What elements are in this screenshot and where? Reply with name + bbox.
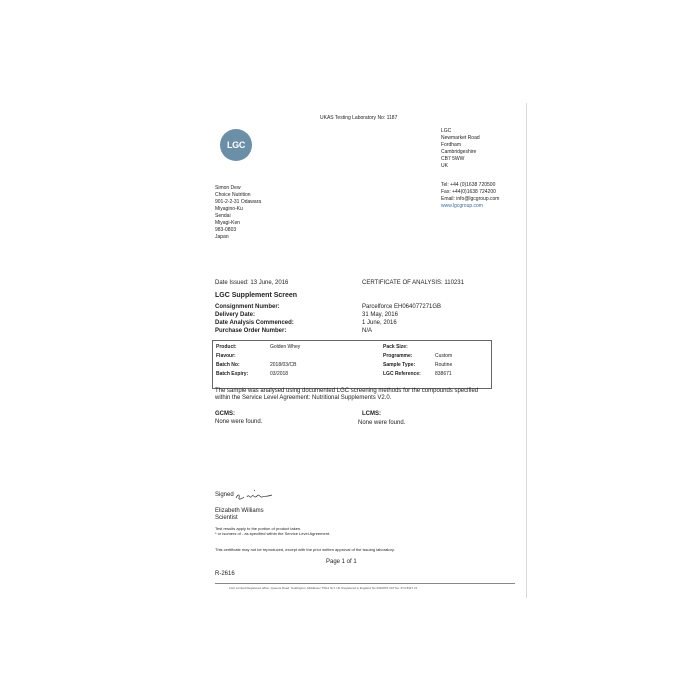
detail-label: Date Analysis Commenced: — [215, 320, 294, 326]
details-values — [362, 303, 441, 335]
lab-contact — [441, 182, 499, 210]
lab-header: UKAS Testing Laboratory No: 1187 — [320, 115, 398, 121]
lab-address — [441, 128, 480, 170]
lab-address-line: CB7 5WW — [441, 156, 465, 162]
batch-no-value: 2018/03/CB — [270, 362, 297, 368]
sample-type-value: Routine — [435, 362, 453, 368]
screen-title: LGC Supplement Screen — [215, 292, 298, 299]
detail-value: N/A — [362, 328, 373, 334]
programme-label: Programme: — [383, 353, 413, 359]
detail-label: Purchase Order Number: — [215, 328, 287, 334]
programme-value: Custom — [435, 353, 453, 359]
form-code: R-2616 — [215, 571, 235, 577]
gcms-result: None were found. — [215, 419, 263, 425]
pack-size-value — [435, 343, 452, 352]
signatory-title: Scientist — [215, 515, 238, 521]
product-value: Golden Whey — [270, 344, 301, 350]
reproduction-note: This certificate may not be reproduced, except with the prior written approval of the issuing laboratory. — [215, 547, 395, 552]
lab-website-link[interactable]: www.lgcgroup.com — [441, 203, 483, 209]
lab-email: Email: info@lgcgroup.com — [441, 196, 500, 202]
flavour-value — [270, 352, 300, 361]
customer-address-line: Miyagino-Ku — [215, 206, 243, 212]
batch-no-label: Batch No: — [216, 362, 240, 368]
detail-label: Delivery Date: — [215, 312, 256, 318]
certificate-page — [174, 103, 527, 598]
detail-value: 1 June, 2016 — [362, 320, 397, 326]
lgc-logo: LGC — [220, 129, 252, 161]
lab-address-line: Fordham — [441, 142, 462, 148]
lab-tel: Tel: +44 (0)1638 720500 — [441, 182, 496, 188]
product-box — [212, 340, 492, 389]
footer-divider — [215, 583, 515, 584]
product-left-labels — [216, 343, 248, 379]
customer-address-line: Japan — [215, 234, 229, 240]
customer-address — [215, 185, 261, 241]
details-labels — [215, 303, 294, 335]
lcms-result: None were found. — [358, 420, 406, 426]
customer-address-line: 983-0803 — [215, 227, 237, 233]
product-right-labels — [383, 343, 421, 379]
lab-address-line: Newmarket Road — [441, 135, 480, 141]
batch-expiry-label: Batch Expiry: — [216, 371, 249, 377]
lab-address-line: UK — [441, 163, 448, 169]
lab-address-line: Cambridgeshire — [441, 149, 477, 155]
signed-label: Signed — [215, 492, 234, 498]
product-label: Product: — [216, 344, 237, 350]
date-issued: Date Issued: 13 June, 2016 — [215, 280, 289, 286]
note-2: * or isomers of - as specified within the Service Level Agreement. — [215, 531, 331, 536]
detail-value: 31 May, 2016 — [362, 312, 398, 318]
signature-image — [234, 488, 274, 502]
pack-size-label: Pack Size: — [383, 344, 408, 350]
lgc-reference-value: 838671 — [435, 371, 452, 377]
analysis-text-2: within the Service Level Agreement: Nutritional Supplements V2.0. — [215, 395, 392, 401]
footer-registration: LGC Limited Registered office: Queens Road, Teddington, Middlesex TW11 0LY, UK Registered in England No 2991879 VAT No. 674 8347 21 — [229, 586, 418, 590]
lgc-reference-label: LGC Reference: — [383, 371, 421, 377]
lab-address-line: LGC — [441, 128, 452, 134]
analysis-text-1: The sample was analysed using documented LGC screening methods for the compounds specified — [215, 388, 479, 394]
certificate-number: CERTIFICATE OF ANALYSIS: 110231 — [362, 280, 464, 286]
batch-expiry-value: 03/2018 — [270, 371, 289, 377]
customer-address-line: Choice Nutrition — [215, 192, 251, 198]
product-left-values — [270, 343, 300, 379]
customer-address-line: Sendai — [215, 213, 231, 219]
page-number: Page 1 of 1 — [326, 559, 357, 565]
sample-type-label: Sample Type: — [383, 362, 416, 368]
customer-address-line: Simon Dew — [215, 185, 241, 191]
flavour-label: Flavour: — [216, 353, 236, 359]
detail-label: Consignment Number: — [215, 304, 280, 310]
customer-address-line: 901-2-2-31 Odawara — [215, 199, 262, 205]
customer-address-line: Miyagi-Ken — [215, 220, 241, 226]
product-right-values — [435, 343, 452, 379]
note-1: Test results apply to the portion of product taken. — [215, 526, 302, 531]
lcms-label: LCMS: — [362, 411, 381, 417]
gcms-label: GCMS: — [215, 411, 235, 417]
detail-value: Parcelforce EH064077271GB — [362, 304, 442, 310]
signatory-name: Elizabeth Williams — [215, 508, 264, 514]
lab-fax: Fax: +44(0)1638 724200 — [441, 189, 496, 195]
